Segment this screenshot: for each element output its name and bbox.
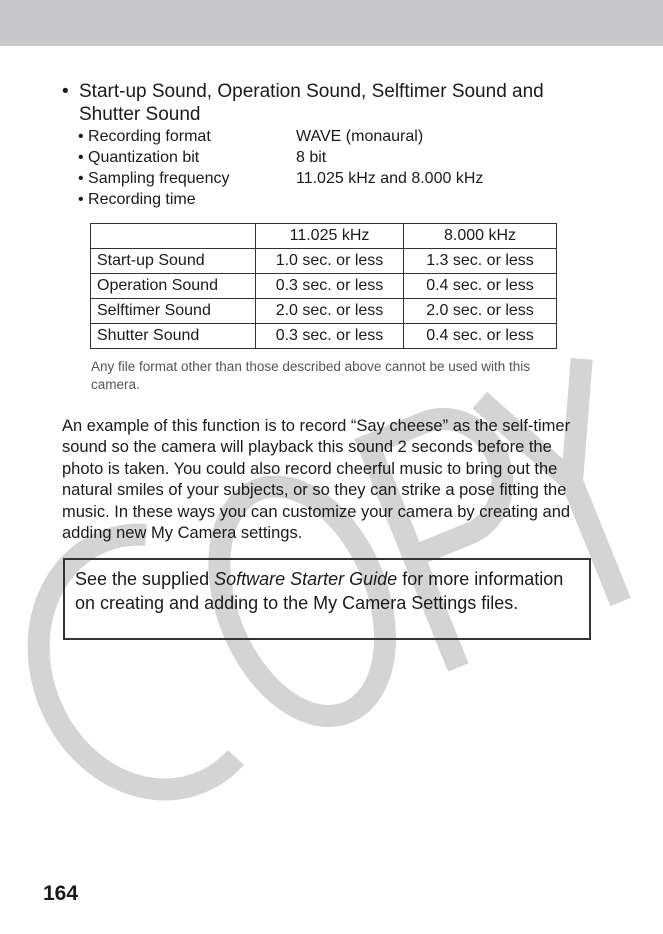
example-paragraph: An example of this function is to record “Say cheese” as the self-timer sound so the camera will playback this sound 2 seconds before the photo is taken. You could also record cheerful music to bring out the natural smiles of your subjects, or so they can strike a pose fitting the music. In these ways you can customize your camera by creating and adding new My Camera settings.: [62, 417, 571, 543]
table-row: [91, 324, 557, 349]
table-cell: 0.4 sec. or less: [404, 324, 557, 349]
spec-value: WAVE (monaural): [296, 128, 424, 145]
table-header-cell: 8.000 kHz: [404, 224, 557, 249]
sound-types-bullet: [62, 80, 602, 126]
table-row: [91, 274, 557, 299]
table-header-row: [91, 224, 557, 249]
table-cell: Operation Sound: [91, 274, 256, 299]
table-row: [91, 299, 557, 324]
page-number: 164: [43, 882, 79, 905]
spec-value: 11.025 kHz and 8.000 kHz: [296, 170, 484, 187]
table-header-cell: 11.025 kHz: [256, 224, 404, 249]
spec-label: • Sampling frequency: [78, 170, 230, 187]
table-cell: 1.3 sec. or less: [404, 249, 557, 274]
reference-text-start: See the supplied: [75, 569, 215, 589]
guide-title: Software Starter Guide: [214, 569, 398, 589]
bullet-marker: •: [62, 81, 69, 102]
reference-box: [63, 558, 591, 640]
spec-label: • Recording format: [78, 128, 211, 145]
table-cell: Shutter Sound: [91, 324, 256, 349]
spec-value: 8 bit: [296, 149, 327, 166]
table-cell: 2.0 sec. or less: [404, 299, 557, 324]
table-cell: 1.0 sec. or less: [256, 249, 404, 274]
table-header-cell: [91, 224, 256, 249]
table-cell: Start-up Sound: [91, 249, 256, 274]
spec-label: • Recording time: [78, 191, 196, 208]
table-cell: 0.4 sec. or less: [404, 274, 557, 299]
reference-text-end: for more information on creating and adding to the My Camera Settings files.: [75, 569, 564, 613]
sound-types-text: Start-up Sound, Operation Sound, Selftimer Sound and Shutter Sound: [79, 81, 544, 125]
table-row: [91, 249, 557, 274]
table-cell: Selftimer Sound: [91, 299, 256, 324]
spec-label: • Quantization bit: [78, 149, 200, 166]
table-cell: 2.0 sec. or less: [256, 299, 404, 324]
table-cell: 0.3 sec. or less: [256, 324, 404, 349]
table-cell: 0.3 sec. or less: [256, 274, 404, 299]
file-format-note: Any file format other than those described above cannot be used with this camera.: [91, 359, 531, 392]
recording-time-table: [90, 223, 557, 349]
